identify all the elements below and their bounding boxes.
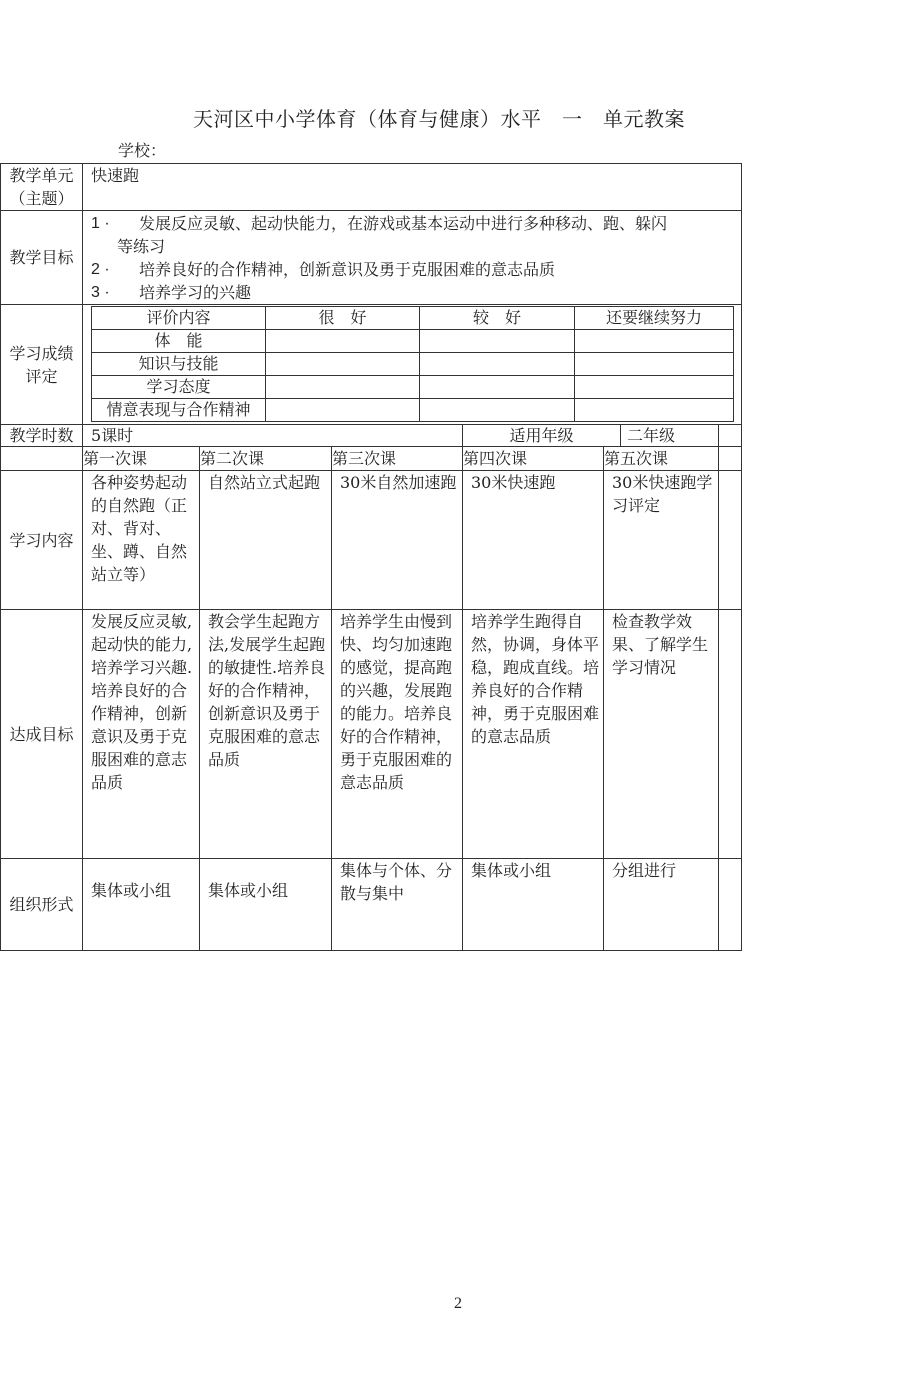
content-cell: 30米自然加速跑 xyxy=(332,471,463,610)
goal-text: 发展反应灵敏、起动快能力，在游戏或基本运动中进行多种移动、跑、躲闪 xyxy=(139,214,668,233)
unit-label-line2: （主题） xyxy=(9,189,74,208)
targets-tail xyxy=(719,610,742,859)
school-label: 学校： xyxy=(118,141,167,160)
target-cell: 发展反应灵敏,起动快的能力,培养学习兴趣.培养良好的合作精神，创新意识及勇于克服困难的意志品质 xyxy=(83,610,200,859)
lesson-header: 第三次课 xyxy=(332,447,463,471)
lessons-header-row xyxy=(1,447,742,471)
evaluation-data-row xyxy=(92,376,734,399)
evaluation-header-row xyxy=(92,307,734,330)
lessons-header-blank xyxy=(1,447,83,471)
evaluation-data-row xyxy=(92,353,734,376)
content-cell: 自然站立式起跑 xyxy=(200,471,332,610)
evaluation-cell xyxy=(83,305,742,425)
page-number: 2 xyxy=(454,1295,462,1312)
evaluation-item: 体 能 xyxy=(92,330,266,353)
lesson-plan-table xyxy=(0,163,742,951)
evaluation-item: 知识与技能 xyxy=(92,353,266,376)
targets-row xyxy=(1,610,742,859)
evaluation-blank xyxy=(266,330,420,353)
content-tail xyxy=(719,471,742,610)
hours-row xyxy=(1,425,742,447)
evaluation-blank xyxy=(420,399,575,422)
organization-cell: 集体或小组 xyxy=(83,859,200,951)
lesson-header: 第一次课 xyxy=(83,447,200,471)
content-row xyxy=(1,471,742,610)
lessons-header-tail xyxy=(719,447,742,471)
unit-label xyxy=(1,164,83,211)
evaluation-item: 学习态度 xyxy=(92,376,266,399)
evaluation-blank xyxy=(266,376,420,399)
grade-label: 适用年级 xyxy=(509,426,574,445)
goals-row xyxy=(1,211,742,305)
evaluation-blank xyxy=(575,330,734,353)
organization-row xyxy=(1,859,742,951)
goal-item xyxy=(91,212,741,235)
organization-cell: 集体与个体、分散与集中 xyxy=(332,859,463,951)
target-cell: 培养学生由慢到快、均匀加速跑的感觉，提高跑的兴趣，发展跑的能力。培养良好的合作精神，勇于克服困难的意志品质 xyxy=(332,610,463,859)
goal-text: 培养学习的兴趣 xyxy=(139,283,252,302)
evaluation-header: 评价内容 xyxy=(92,307,266,330)
evaluation-blank xyxy=(420,353,575,376)
organization-label: 组织形式 xyxy=(1,859,83,951)
evaluation-table xyxy=(91,306,734,422)
content-cell: 各种姿势起动的自然跑（正对、背对、坐、蹲、自然站立等） xyxy=(83,471,200,610)
target-cell: 培养学生跑得自然，协调，身体平稳，跑成直线。培养良好的合作精神，勇于克服困难的意志品质 xyxy=(463,610,604,859)
evaluation-data-row xyxy=(92,399,734,422)
evaluation-row xyxy=(1,305,742,425)
evaluation-blank xyxy=(575,353,734,376)
organization-cell: 集体或小组 xyxy=(200,859,332,951)
goals-label: 教学目标 xyxy=(1,211,83,305)
lesson-header: 第四次课 xyxy=(463,447,604,471)
organization-cell: 分组进行 xyxy=(604,859,719,951)
evaluation-header: 很 好 xyxy=(266,307,420,330)
evaluation-data-row xyxy=(92,330,734,353)
evaluation-blank xyxy=(420,376,575,399)
targets-label: 达成目标 xyxy=(1,610,83,859)
goals-cell xyxy=(83,211,742,305)
evaluation-blank xyxy=(575,376,734,399)
evaluation-blank xyxy=(266,353,420,376)
content-label: 学习内容 xyxy=(1,471,83,610)
grade-value: 二年级 xyxy=(620,425,718,446)
evaluation-blank xyxy=(266,399,420,422)
evaluation-header: 还要继续努力 xyxy=(575,307,734,330)
hours-value: 5课时 xyxy=(83,425,463,447)
lesson-header: 第五次课 xyxy=(604,447,719,471)
goal-number: 1 · xyxy=(91,215,110,232)
goal-item xyxy=(91,281,741,304)
grade-cell xyxy=(463,425,719,447)
organization-cell: 集体或小组 xyxy=(463,859,604,951)
evaluation-label-line2: 评定 xyxy=(25,366,58,386)
lesson-header: 第二次课 xyxy=(200,447,332,471)
evaluation-label-line1: 学习成绩 xyxy=(9,343,74,363)
hours-blank xyxy=(719,425,742,447)
goal-item xyxy=(91,258,741,281)
unit-row xyxy=(1,164,742,211)
goal-number: 2 · xyxy=(91,261,110,278)
evaluation-header: 较 好 xyxy=(420,307,575,330)
evaluation-blank xyxy=(420,330,575,353)
document-title: 天河区中小学体育（体育与健康）水平 一 单元教案 xyxy=(193,107,685,131)
goal-text: 培养良好的合作精神，创新意识及勇于克服困难的意志品质 xyxy=(139,260,556,279)
evaluation-blank xyxy=(575,399,734,422)
organization-tail xyxy=(719,859,742,951)
goal-number: 3 · xyxy=(91,284,110,301)
evaluation-label xyxy=(1,305,83,425)
unit-value: 快速跑 xyxy=(83,164,742,211)
hours-label: 教学时数 xyxy=(1,425,83,447)
content-cell: 30米快速跑学习评定 xyxy=(604,471,719,610)
unit-label-line1: 教学单元 xyxy=(9,166,74,185)
target-cell: 检查教学效果、了解学生学习情况 xyxy=(604,610,719,859)
evaluation-item: 情意表现与合作精神 xyxy=(92,399,266,422)
content-cell: 30米快速跑 xyxy=(463,471,604,610)
goal-text-continued: 等练习 xyxy=(117,237,166,256)
target-cell: 教会学生起跑方法,发展学生起跑的敏捷性.培养良好的合作精神，创新意识及勇于克服困难的意志品质 xyxy=(200,610,332,859)
